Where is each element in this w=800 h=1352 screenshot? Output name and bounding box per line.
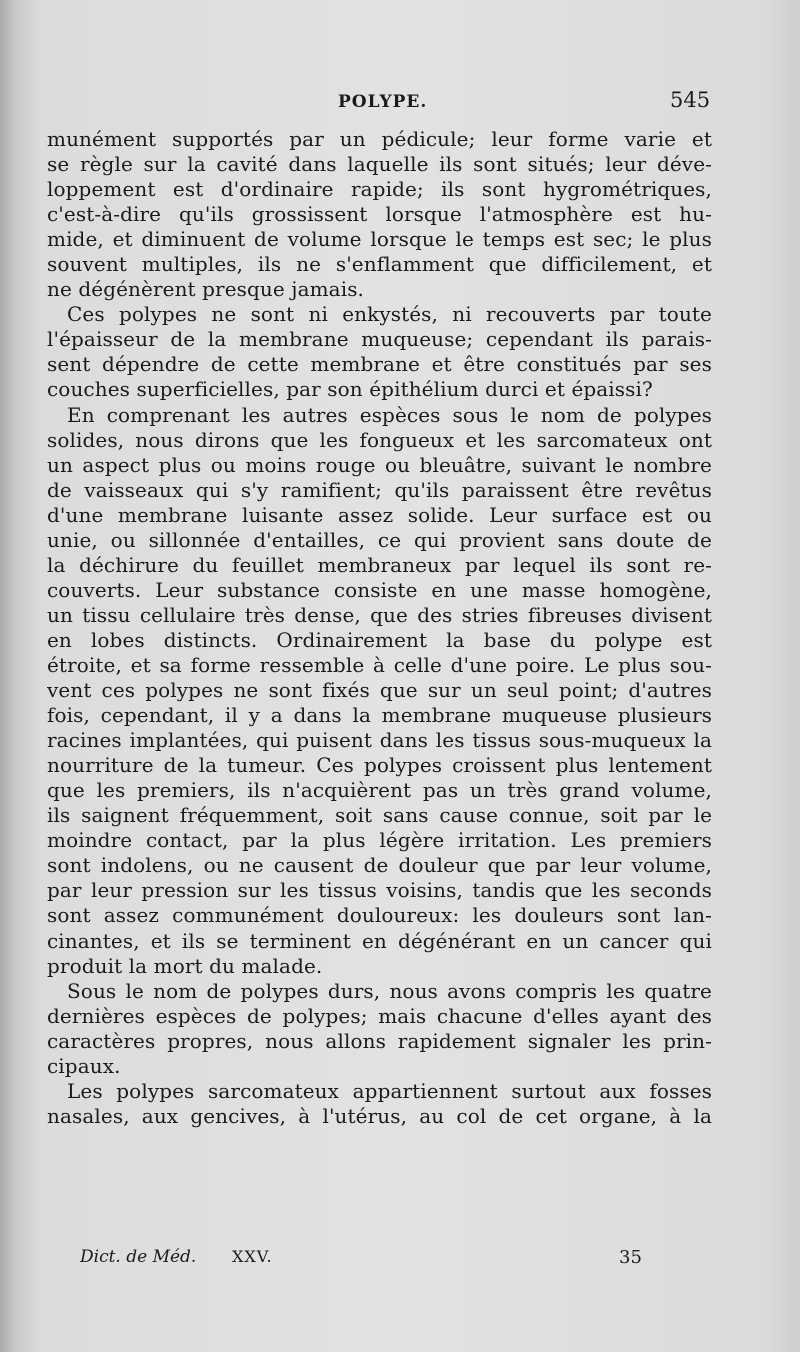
text-line: unie, ou sillonnée d'entailles, ce qui provient sans doute de [47,527,712,552]
text-line: ils saignent fréquemment, soit sans cause connue, soit par le [47,803,712,828]
footer-sheet-number: 35 [619,1247,642,1268]
text-line: sont indolens, ou ne causent de douleur que par leur volume, [47,853,712,878]
text-line: par leur pression sur les tissus voisins, tandis que les seconds [47,878,712,903]
text-line: en lobes distincts. Ordinairement la base du polype est [47,627,712,652]
text-line: un tissu cellulaire très dense, que des stries fibreuses divisent [47,602,712,627]
text-line: se règle sur la cavité dans laquelle ils sont situés; leur déve- [47,152,712,177]
text-line: Les polypes sarcomateux appartiennent surtout aux fosses [67,1078,712,1103]
text-line: En comprenant les autres espèces sous le nom de polypes [67,402,712,427]
page-number: 545 [670,88,711,112]
text-line: mide, et diminuent de volume lorsque le temps est sec; le plus [47,227,712,252]
text-line: couverts. Leur substance consiste en une masse homogène, [47,577,712,602]
text-line: couches superficielles, par son épithélium durci et épaissi? [47,377,653,402]
text-line: cinantes, et ils se terminent en dégénérant en un cancer qui [47,928,712,953]
body-text [47,127,712,1129]
text-line: cipaux. [47,1053,121,1078]
text-line: Ces polypes ne sont ni enkystés, ni recouverts par toute [67,302,712,327]
text-line: dernières espèces de polypes; mais chacune d'elles ayant des [47,1003,712,1028]
running-head [0,88,800,118]
text-line: ne dégénèrent presque jamais. [47,277,365,302]
text-line: moindre contact, par la plus légère irritation. Les premiers [47,828,712,853]
text-line: de vaisseaux qui s'y ramifient; qu'ils paraissent être revêtus [47,477,712,502]
text-line: fois, cependant, il y a dans la membrane muqueuse plusieurs [47,703,712,728]
text-line: l'épaisseur de la membrane muqueuse; cependant ils parais- [47,327,712,352]
text-line: munément supportés par un pédicule; leur forme varie et [47,127,712,151]
footer-signature: Dict. de Méd. [80,1247,197,1267]
text-line: loppement est d'ordinaire rapide; ils sont hygrométriques, [47,177,712,202]
text-line: un aspect plus ou moins rouge ou bleuâtre, suivant le nombre [47,452,712,477]
text-line: que les premiers, ils n'acquièrent pas un très grand volume, [47,778,712,803]
text-line: souvent multiples, ils ne s'enflamment que difficilement, et [47,252,712,277]
text-line: racines implantées, qui puisent dans les tissus sous-muqueux la [47,728,712,753]
running-head-title: POLYPE. [338,92,428,112]
text-line: solides, nous dirons que les fongueux et les sarcomateux ont [47,427,712,452]
text-line: vent ces polypes ne sont fixés que sur un seul point; d'autres [47,678,712,703]
text-line: produit la mort du malade. [47,953,323,978]
text-line: nourriture de la tumeur. Ces polypes croissent plus lentement [47,753,712,778]
text-line: la déchirure du feuillet membraneux par lequel ils sont re- [47,552,712,577]
text-line: d'une membrane luisante assez solide. Leur surface est ou [47,502,712,527]
text-line: sont assez communément douloureux: les douleurs sont lan- [47,903,712,928]
text-line: nasales, aux gencives, à l'utérus, au col de cet organe, à la [47,1103,712,1128]
footer-volume: XXV. [232,1247,273,1266]
text-line: caractères propres, nous allons rapidement signaler les prin- [47,1028,712,1053]
text-line: sent dépendre de cette membrane et être constitués par ses [47,352,712,377]
page-footer [0,1247,800,1275]
text-line: c'est-à-dire qu'ils grossissent lorsque l'atmosphère est hu- [47,202,712,227]
text-line: étroite, et sa forme ressemble à celle d'une poire. Le plus sou- [47,652,712,677]
text-line: Sous le nom de polypes durs, nous avons compris les quatre [67,978,712,1003]
